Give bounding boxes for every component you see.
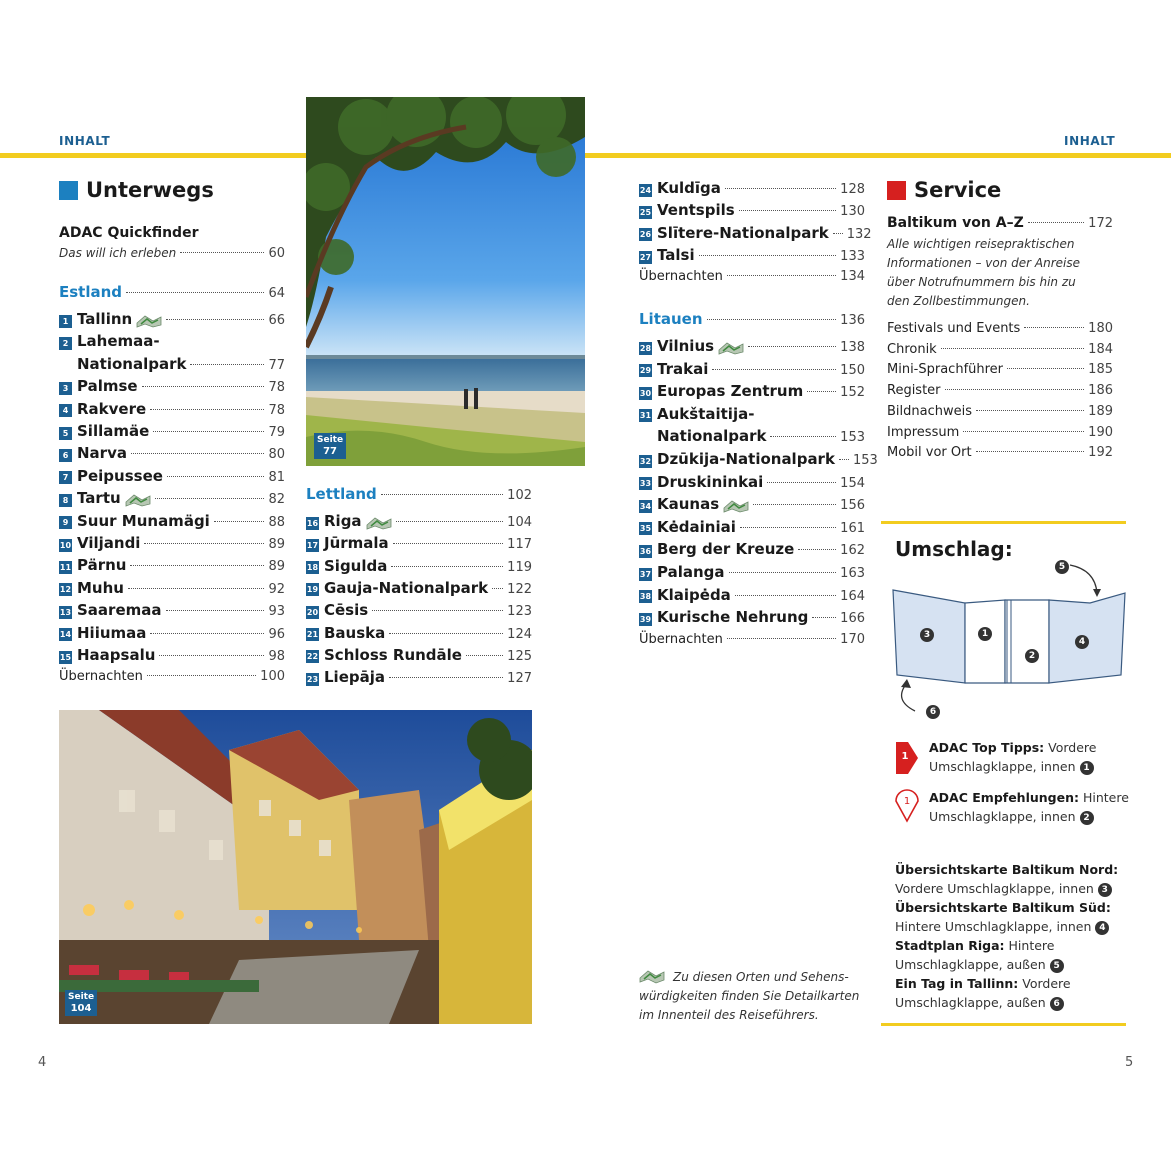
entry-number-badge: 9: [59, 516, 72, 529]
detail-map-icon: [136, 314, 162, 328]
toc-entry[interactable]: 23 Liepāja 127: [306, 668, 532, 687]
cover-num-2: 2: [1025, 649, 1039, 663]
entry-number-badge: 31: [639, 411, 652, 421]
toc-entry[interactable]: 25 Ventspils 130: [639, 201, 865, 220]
num-5-badge: 5: [1050, 959, 1064, 973]
seite-badge-beach: Seite 77: [314, 433, 346, 459]
toc-entry[interactable]: 12 Muhu 92: [59, 578, 285, 597]
toc-entry[interactable]: 21 Bauska 124: [306, 623, 532, 642]
service-entry[interactable]: Festivals und Events 180: [887, 321, 1113, 336]
cover-num-4: 4: [1075, 635, 1089, 649]
toc-entry[interactable]: 19 Gauja-Nationalpark 122: [306, 578, 532, 597]
section-title-service: Service: [887, 178, 1001, 202]
top-tipps-marker-number: 1: [901, 751, 909, 762]
num-1-badge: 1: [1080, 761, 1094, 775]
toc-entry[interactable]: 33 Druskininkai 154: [639, 472, 865, 491]
entry-number-badge: 14: [59, 630, 72, 640]
toc-entry[interactable]: 22 Schloss Rundāle 125: [306, 645, 532, 664]
toc-entry[interactable]: 6 Narva 80: [59, 444, 285, 466]
service-entry[interactable]: Mini-Sprachführer 185: [887, 362, 1113, 378]
cover-num-5: 5: [1055, 560, 1069, 574]
entry-number-badge: 27: [639, 252, 652, 262]
detail-map-icon: [718, 341, 744, 355]
toc-entry[interactable]: 17 Jūrmala 117: [306, 534, 532, 553]
blue-square-icon: [59, 181, 78, 200]
toc-entry[interactable]: 16 Riga 104: [306, 512, 532, 530]
cover-num-3: 3: [920, 628, 934, 642]
entry-number-badge: 20: [306, 607, 319, 617]
service-entry[interactable]: Bildnachweis 189: [887, 403, 1113, 419]
entry-number-badge: 28: [639, 343, 652, 353]
header-rule-left: [0, 153, 306, 158]
entry-number-badge: 16: [306, 518, 319, 528]
toc-entry[interactable]: 37 Palanga 163: [639, 563, 865, 581]
quickfinder-title[interactable]: ADAC Quickfinder: [59, 225, 199, 241]
red-square-icon: [887, 181, 906, 200]
detail-map-icon: [366, 516, 392, 530]
toc-entry[interactable]: 34 Kaunas 156: [639, 495, 865, 514]
photo-beach: [306, 97, 585, 466]
toc-entry[interactable]: 24 Kuldīga 128: [639, 179, 865, 197]
entry-number-badge: 17: [306, 540, 319, 550]
page-number-right: 5: [1125, 1055, 1134, 1070]
entry-number-badge: 26: [639, 230, 652, 240]
toc-entry[interactable]: 4 Rakvere 78: [59, 400, 285, 422]
header-label-right: INHALT: [1064, 134, 1116, 148]
umschlag-bottom-rule: [881, 1023, 1126, 1026]
toc-entry[interactable]: 15 Haapsalu 98: [59, 646, 285, 664]
num-3-badge: 3: [1098, 883, 1112, 897]
toc-entry[interactable]: 11 Pärnu 89: [59, 556, 285, 575]
toc-entry[interactable]: 35 Kėdainiai 161: [639, 517, 865, 536]
service-entry[interactable]: Mobil vor Ort 192: [887, 445, 1113, 461]
estland-uebernachten[interactable]: Übernachten 100: [59, 669, 285, 684]
entry-number-badge: 39: [639, 614, 652, 624]
entry-number-badge: 30: [639, 388, 652, 398]
toc-entry[interactable]: 26 Slītere-Nationalpark 132: [639, 223, 872, 242]
toc-entry[interactable]: 31 Aukštaitija-: [639, 404, 755, 423]
toc-entry[interactable]: 32 Dzūkija-Nationalpark 153: [639, 450, 878, 468]
entry-number-badge: 37: [639, 569, 652, 579]
entry-number-badge: 23: [306, 674, 319, 684]
toc-entry[interactable]: 27 Talsi 133: [639, 246, 865, 265]
entry-number-badge: 24: [639, 185, 652, 195]
toc-entry[interactable]: 8 Tartu 82: [59, 489, 285, 511]
service-entry[interactable]: Chronik 184: [887, 341, 1113, 357]
entry-number-badge: 35: [639, 524, 652, 534]
toc-entry[interactable]: 36 Berg der Kreuze 162: [639, 540, 865, 559]
toc-entry[interactable]: 1 Tallinn 66: [59, 310, 285, 332]
entry-number-badge: 11: [59, 562, 72, 572]
service-entry[interactable]: Impressum 190: [887, 424, 1113, 440]
toc-entry[interactable]: 38 Klaipėda 164: [639, 585, 865, 604]
toc-entry[interactable]: 18 Sigulda 119: [306, 556, 532, 575]
toc-entry[interactable]: 30 Europas Zentrum 152: [639, 382, 865, 401]
toc-entry[interactable]: 14 Hiiumaa 96: [59, 623, 285, 642]
num-4-badge: 4: [1095, 921, 1109, 935]
cover-num-1: 1: [978, 627, 992, 641]
toc-entry[interactable]: 2 Lahemaa-: [59, 332, 285, 354]
toc-entry[interactable]: 20 Cēsis 123: [306, 601, 532, 620]
quickfinder-row[interactable]: Das will ich erleben 60: [59, 246, 285, 261]
entry-number-badge: 33: [639, 479, 652, 489]
empfehlungen-text: ADAC Empfehlungen: Hintere Umschlagklappe, innen 2: [929, 790, 1129, 824]
entry-number-badge: 12: [59, 585, 72, 595]
toc-entry[interactable]: 29 Trakai 150: [639, 359, 865, 378]
header-rule-right: [585, 153, 1171, 158]
entry-number-badge: 18: [306, 563, 319, 573]
beach-image: [306, 97, 585, 466]
entry-number-badge: 32: [639, 456, 652, 466]
header-label-left: INHALT: [59, 134, 111, 148]
toc-entry[interactable]: 7 Peipussee 81: [59, 467, 285, 489]
entry-number-badge: 15: [59, 652, 72, 662]
detail-map-icon: [723, 499, 749, 513]
toc-entry[interactable]: 10 Viljandi 89: [59, 534, 285, 552]
toc-entry[interactable]: 9 Suur Munamägi 88: [59, 512, 285, 534]
entry-number-badge: 1: [59, 315, 72, 328]
lettland-uebernachten[interactable]: Übernachten 134: [639, 269, 865, 284]
entry-number-badge: 10: [59, 540, 72, 550]
cover-num-6: 6: [926, 705, 940, 719]
litauen-uebernachten[interactable]: Übernachten 170: [639, 632, 865, 647]
entry-number-badge: 13: [59, 607, 72, 617]
entry-number-badge: 8: [59, 494, 72, 507]
section-title-unterwegs: Unterwegs: [59, 178, 214, 202]
num-6-badge: 6: [1050, 997, 1064, 1011]
detail-map-icon: [639, 968, 665, 984]
cover-maps-list: Übersichtskarte Baltikum Nord: Vordere Umschlagklappe, innen 3 Übersichtskarte Baltikum Süd: Hintere Umschlagklappe, innen 4 Stadtplan Riga: Hintere Umschlagklappe, außen 5 Ein Tag in Tallinn: Vordere Umschlagklappe, außen 6: [895, 862, 1119, 1010]
umschlag-top-rule: [881, 521, 1126, 524]
region-estland[interactable]: Estland 64: [59, 283, 285, 301]
seite-badge-riga: Seite 104: [65, 990, 97, 1016]
photo-riga: [59, 710, 532, 1024]
entry-number-badge: 5: [59, 427, 72, 440]
service-az-row[interactable]: Baltikum von A–Z 172: [887, 215, 1113, 231]
map-note: Zu diesen Orten und Sehens- würdigkeiten finden Sie Detailkarten im Innenteil des Reiseführers.: [639, 970, 860, 1022]
entry-number-badge: 38: [639, 592, 652, 602]
empfehlungen-marker-number: 1: [903, 796, 911, 807]
entry-number-badge: 3: [59, 382, 72, 395]
top-tipps-text: ADAC Top Tipps: Vordere Umschlagklappe, innen 1: [929, 740, 1097, 774]
entry-number-badge: 21: [306, 630, 319, 639]
toc-entry[interactable]: 13 Saaremaa 93: [59, 601, 285, 620]
entry-number-badge: 34: [639, 501, 652, 511]
entry-number-badge: 29: [639, 366, 652, 376]
toc-entry[interactable]: 28 Vilnius 138: [639, 337, 865, 355]
toc-entry-continued[interactable]: Nationalpark 77: [77, 354, 285, 373]
toc-entry-continued[interactable]: Nationalpark 153: [657, 427, 865, 446]
region-litauen[interactable]: Litauen 136: [639, 310, 865, 328]
entry-number-badge: 2: [59, 337, 72, 350]
toc-entry[interactable]: 3 Palmse 78: [59, 377, 285, 399]
entry-number-badge: 19: [306, 585, 319, 595]
entry-number-badge: 25: [639, 207, 652, 217]
entry-number-badge: 22: [306, 652, 319, 662]
detail-map-icon: [125, 493, 151, 507]
entry-number-badge: 6: [59, 449, 72, 462]
entry-number-badge: 36: [639, 546, 652, 556]
service-az-description: Alle wichtigen reisepraktischen Informationen – von der Anreise über Notrufnummern bis hin zu den Zollbestimmungen.: [887, 237, 1081, 308]
umschlag-title: Umschlag:: [895, 537, 1013, 561]
service-entry[interactable]: Register 186: [887, 383, 1113, 399]
region-lettland[interactable]: Lettland 102: [306, 485, 532, 503]
page-number-left: 4: [38, 1055, 47, 1070]
toc-entry[interactable]: 5 Sillamäe 79: [59, 422, 285, 444]
entry-number-badge: 7: [59, 471, 72, 484]
num-2-badge: 2: [1080, 811, 1094, 825]
entry-number-badge: 4: [59, 404, 72, 417]
riga-image: [59, 710, 532, 1024]
toc-entry[interactable]: 39 Kurische Nehrung 166: [639, 608, 865, 627]
